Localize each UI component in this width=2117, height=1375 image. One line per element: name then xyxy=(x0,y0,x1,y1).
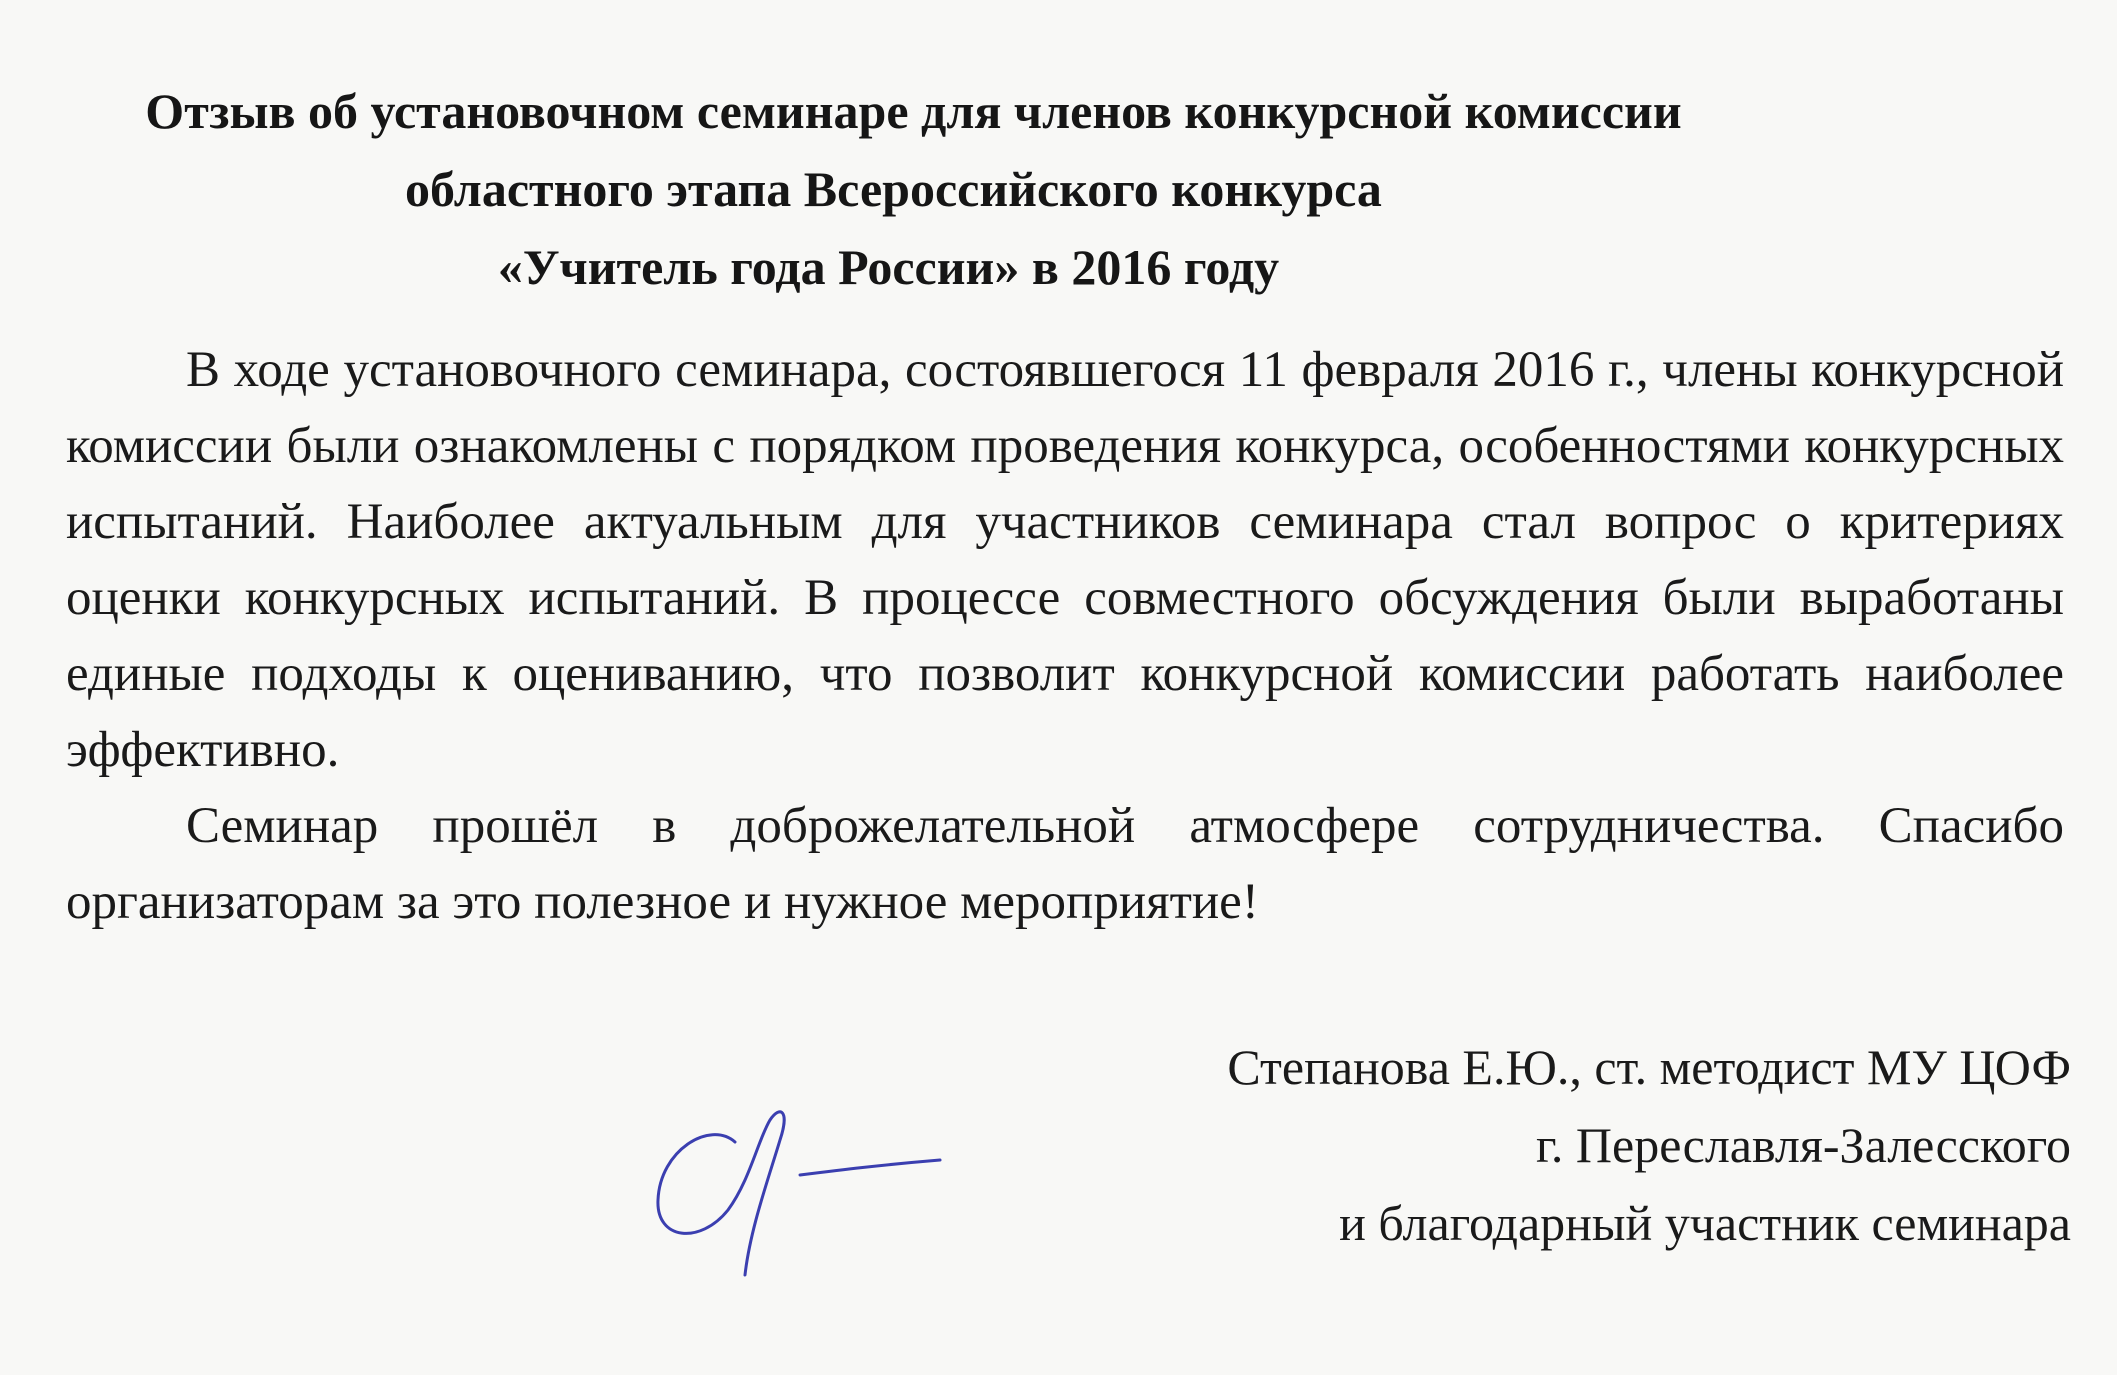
paragraph-1: В ходе установочного семинара, состоявшегося 11 февраля 2016 г., члены конкурсной комиссии были ознакомлены с порядком проведения конкурса, особенностями конкурсных испытаний. Наиболее актуальным для участников семинара стал вопрос о критериях оценки конкурсных испытаний. В процессе совместного обсуждения были выработаны единые подходы к оцениванию, что позволит конкурсной комиссии работать наиболее эффективно. xyxy=(66,342,2064,778)
author-line-2: г. Переславля-Залесского xyxy=(1536,1117,2071,1173)
author-line-1: Степанова Е.Ю., ст. методист МУ ЦОФ xyxy=(1227,1039,2071,1095)
handwritten-signature xyxy=(640,1080,950,1290)
paragraph-2: Семинар прошёл в доброжелательной атмосфере сотрудничества. Спасибо организаторам за это полезное и нужное мероприятие! xyxy=(66,798,2064,930)
document-title xyxy=(0,72,2117,306)
title-line-3: «Учитель года России» в 2016 году xyxy=(497,239,1280,295)
document-body xyxy=(66,332,2064,940)
title-line-2: областного этапа Всероссийского конкурса xyxy=(405,161,1382,217)
title-line-1: Отзыв об установочном семинаре для членов конкурсной комиссии xyxy=(145,83,1682,139)
author-block xyxy=(1227,1028,2071,1262)
author-line-3: и благодарный участник семинара xyxy=(1339,1195,2071,1251)
